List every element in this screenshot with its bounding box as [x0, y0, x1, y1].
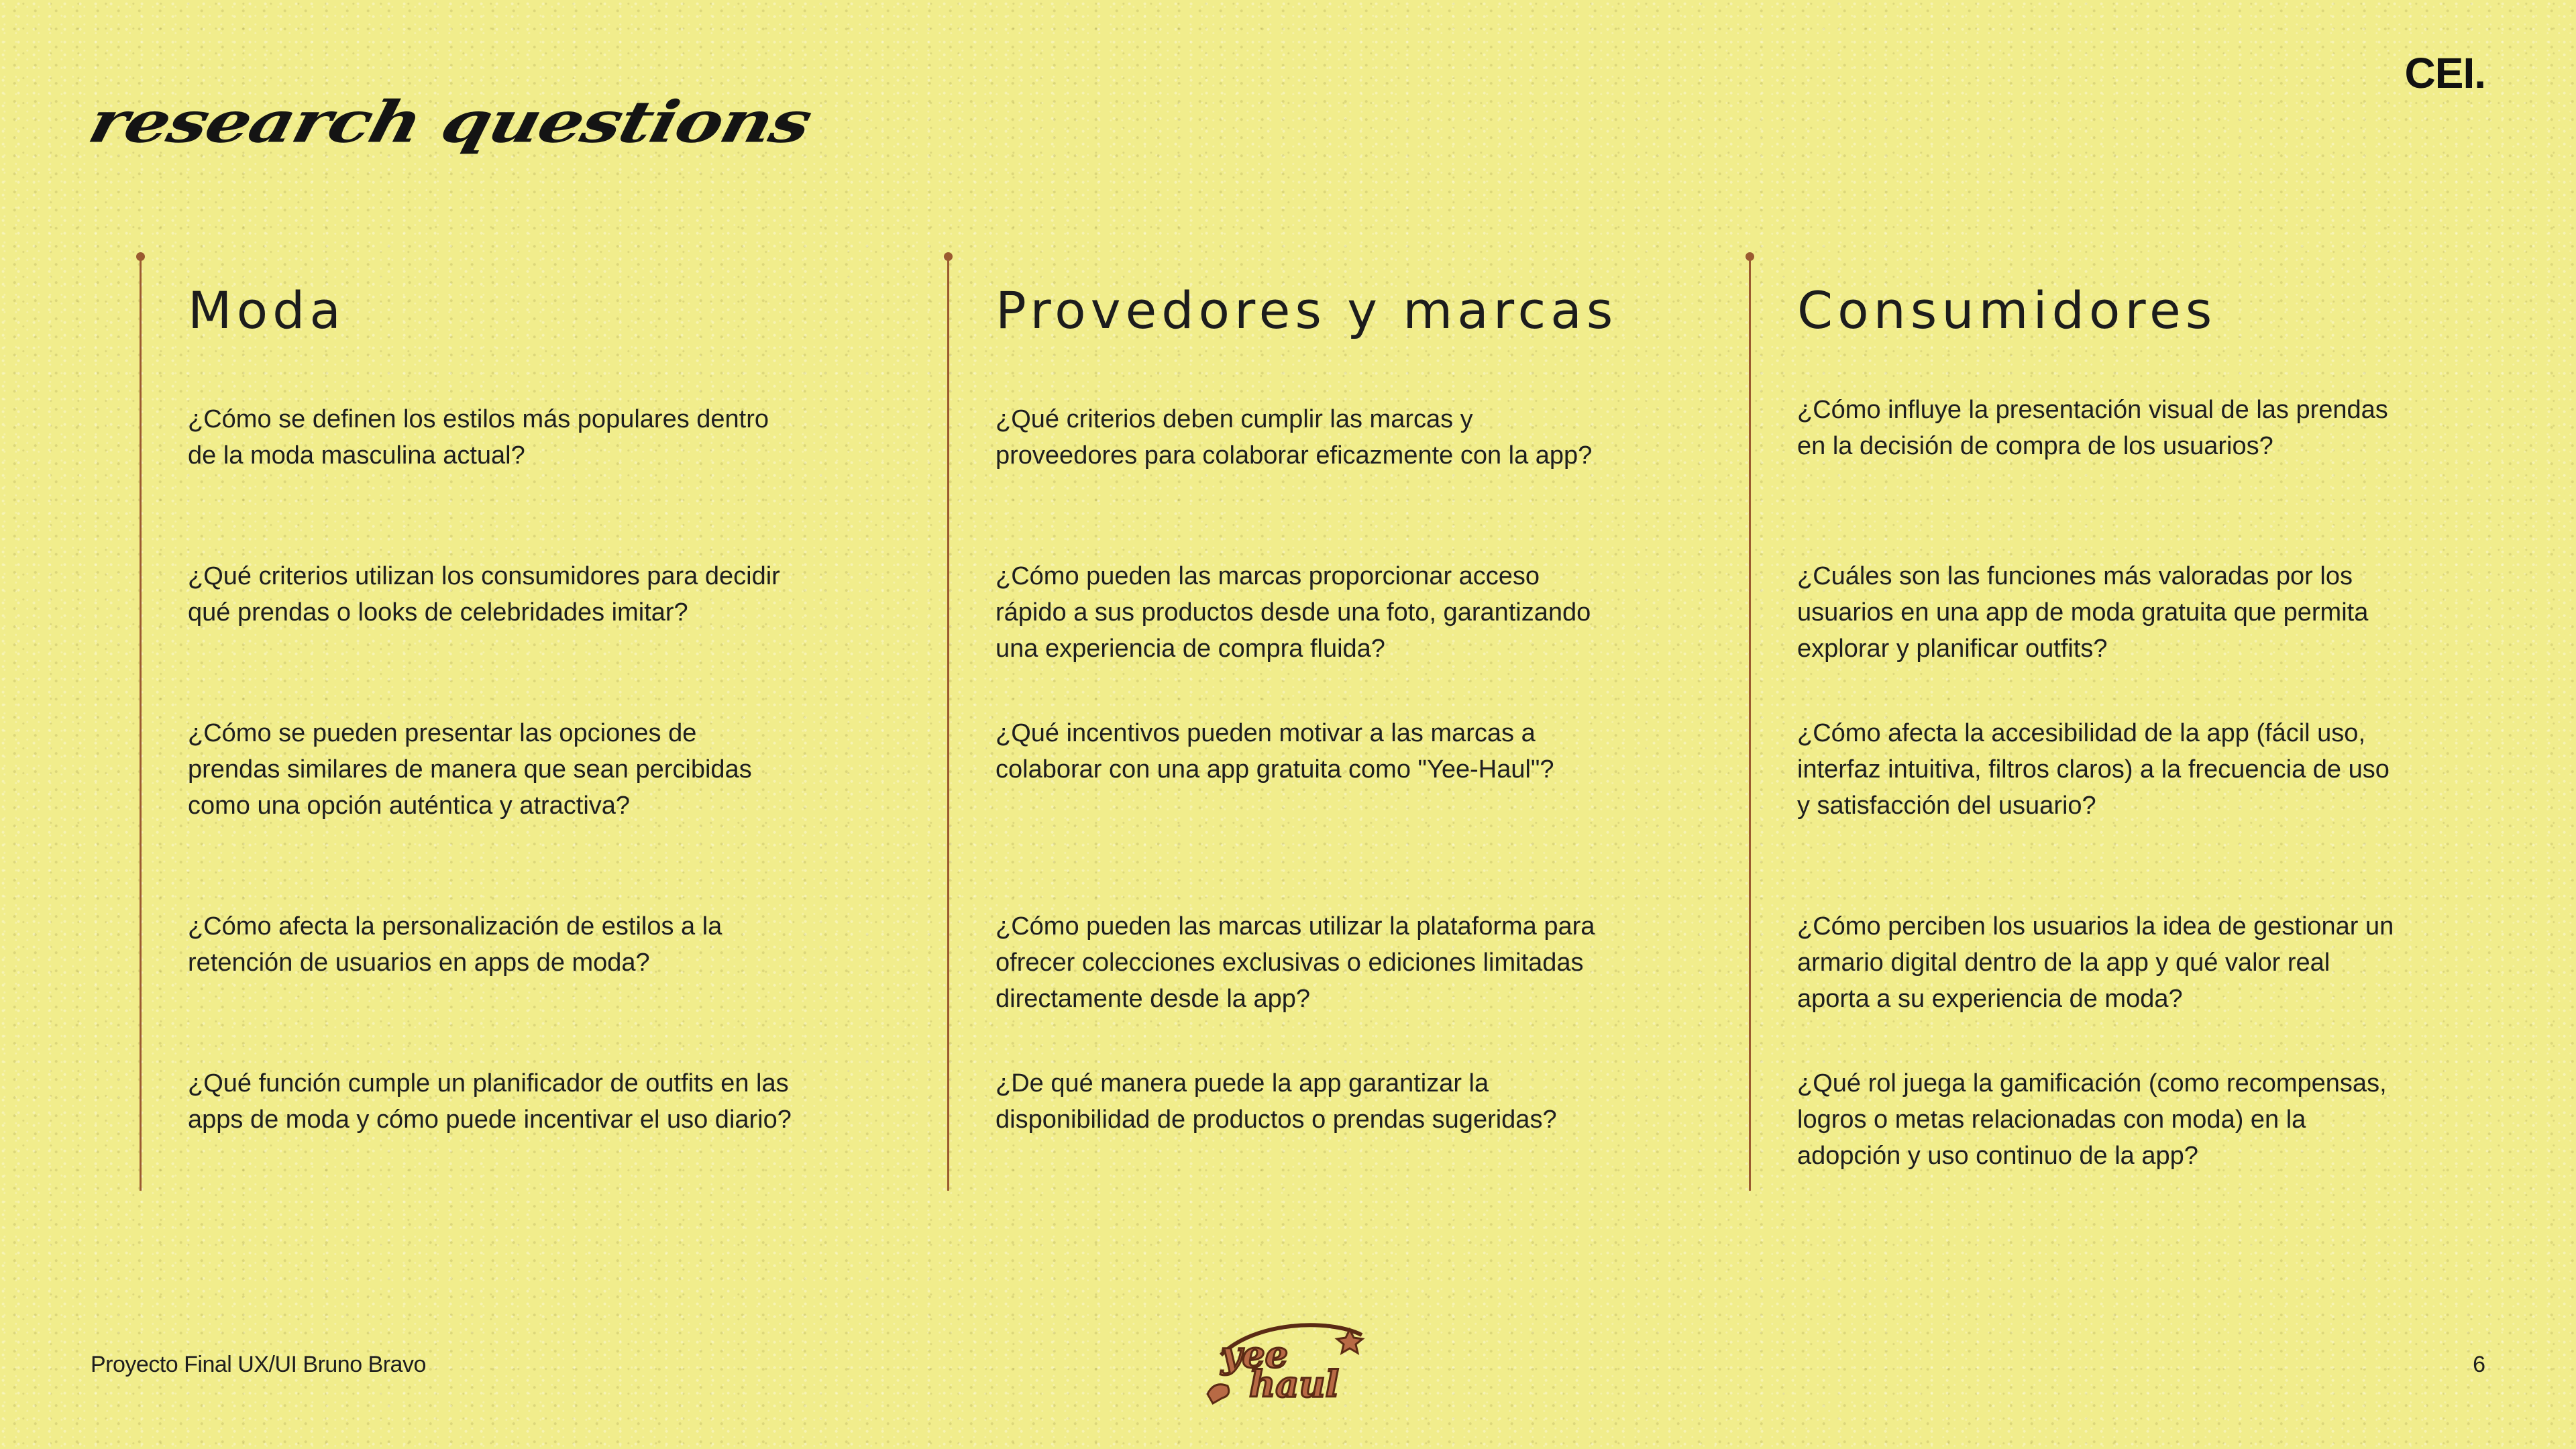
question-item: ¿Cómo pueden las marcas utilizar la plataforma para ofrecer colecciones exclusivas o ediciones limitadas directamente desde la app?	[996, 912, 1595, 1013]
column-divider	[947, 255, 949, 1191]
column-heading: Provedores y marcas	[996, 280, 1618, 340]
question-item: ¿Cuáles son las funciones más valoradas por los usuarios en una app de moda gratuita que permita explorar y planificar outfits?	[1797, 562, 2369, 663]
question-item: ¿Cómo se definen los estilos más populares dentro de la moda masculina actual?	[188, 405, 769, 470]
question-item: ¿Qué función cumple un planificador de outfits en las apps de moda y cómo puede incentivar el uso diario?	[188, 1069, 792, 1134]
column-moda	[140, 255, 797, 1191]
column-divider	[140, 255, 142, 1191]
question-item: ¿Cómo afecta la accesibilidad de la app (fácil uso, interfaz intuitiva, filtros claros) a la frecuencia de uso y satisfacción del usuario?	[1797, 719, 2390, 820]
question-item: ¿Cómo influye la presentación visual de las prendas en la decisión de compra de los usuarios?	[1797, 396, 2388, 460]
question-item: ¿Qué criterios utilizan los consumidores para decidir qué prendas o looks de celebridades imitar?	[188, 562, 780, 627]
brand-logo-text: CEI.	[2404, 49, 2485, 97]
column-consumidores	[1749, 255, 2406, 1191]
page-title: research questions	[82, 88, 818, 156]
column-heading: Moda	[188, 280, 345, 340]
question-item: ¿Qué incentivos pueden motivar a las marcas a colaborar con una app gratuita como "Yee-Haul"?	[996, 719, 1554, 784]
footer-credit: Proyecto Final UX/UI Bruno Bravo	[91, 1352, 426, 1377]
svg-text:haul: haul	[1249, 1362, 1340, 1405]
yee-haul-logo-icon	[1194, 1315, 1382, 1409]
question-item: ¿Qué rol juega la gamificación (como recompensas, logros o metas relacionadas con moda) en la adopción y uso continuo de la app?	[1797, 1069, 2387, 1170]
question-item: ¿Cómo pueden las marcas proporcionar acceso rápido a sus productos desde una foto, garantizando una experiencia de compra fluida?	[996, 562, 1591, 663]
question-item: ¿De qué manera puede la app garantizar la disponibilidad de productos o prendas sugeridas?	[996, 1069, 1557, 1134]
column-heading: Consumidores	[1797, 280, 2217, 340]
question-item: ¿Qué criterios deben cumplir las marcas y proveedores para colaborar eficazmente con la app?	[996, 405, 1593, 470]
column-divider	[1749, 255, 1751, 1191]
question-item: ¿Cómo perciben los usuarios la idea de gestionar un armario digital dentro de la app y qué valor real aporta a su experiencia de moda?	[1797, 912, 2394, 1013]
column-provedores-y-marcas	[947, 255, 1618, 1191]
question-item: ¿Cómo afecta la personalización de estilos a la retención de usuarios en apps de moda?	[188, 912, 722, 977]
question-item: ¿Cómo se pueden presentar las opciones de prendas similares de manera que sean percibidas como una opción auténtica y atractiva?	[188, 719, 752, 820]
page-number: 6	[2473, 1352, 2485, 1377]
svg-text:yee: yee	[1221, 1333, 1289, 1376]
